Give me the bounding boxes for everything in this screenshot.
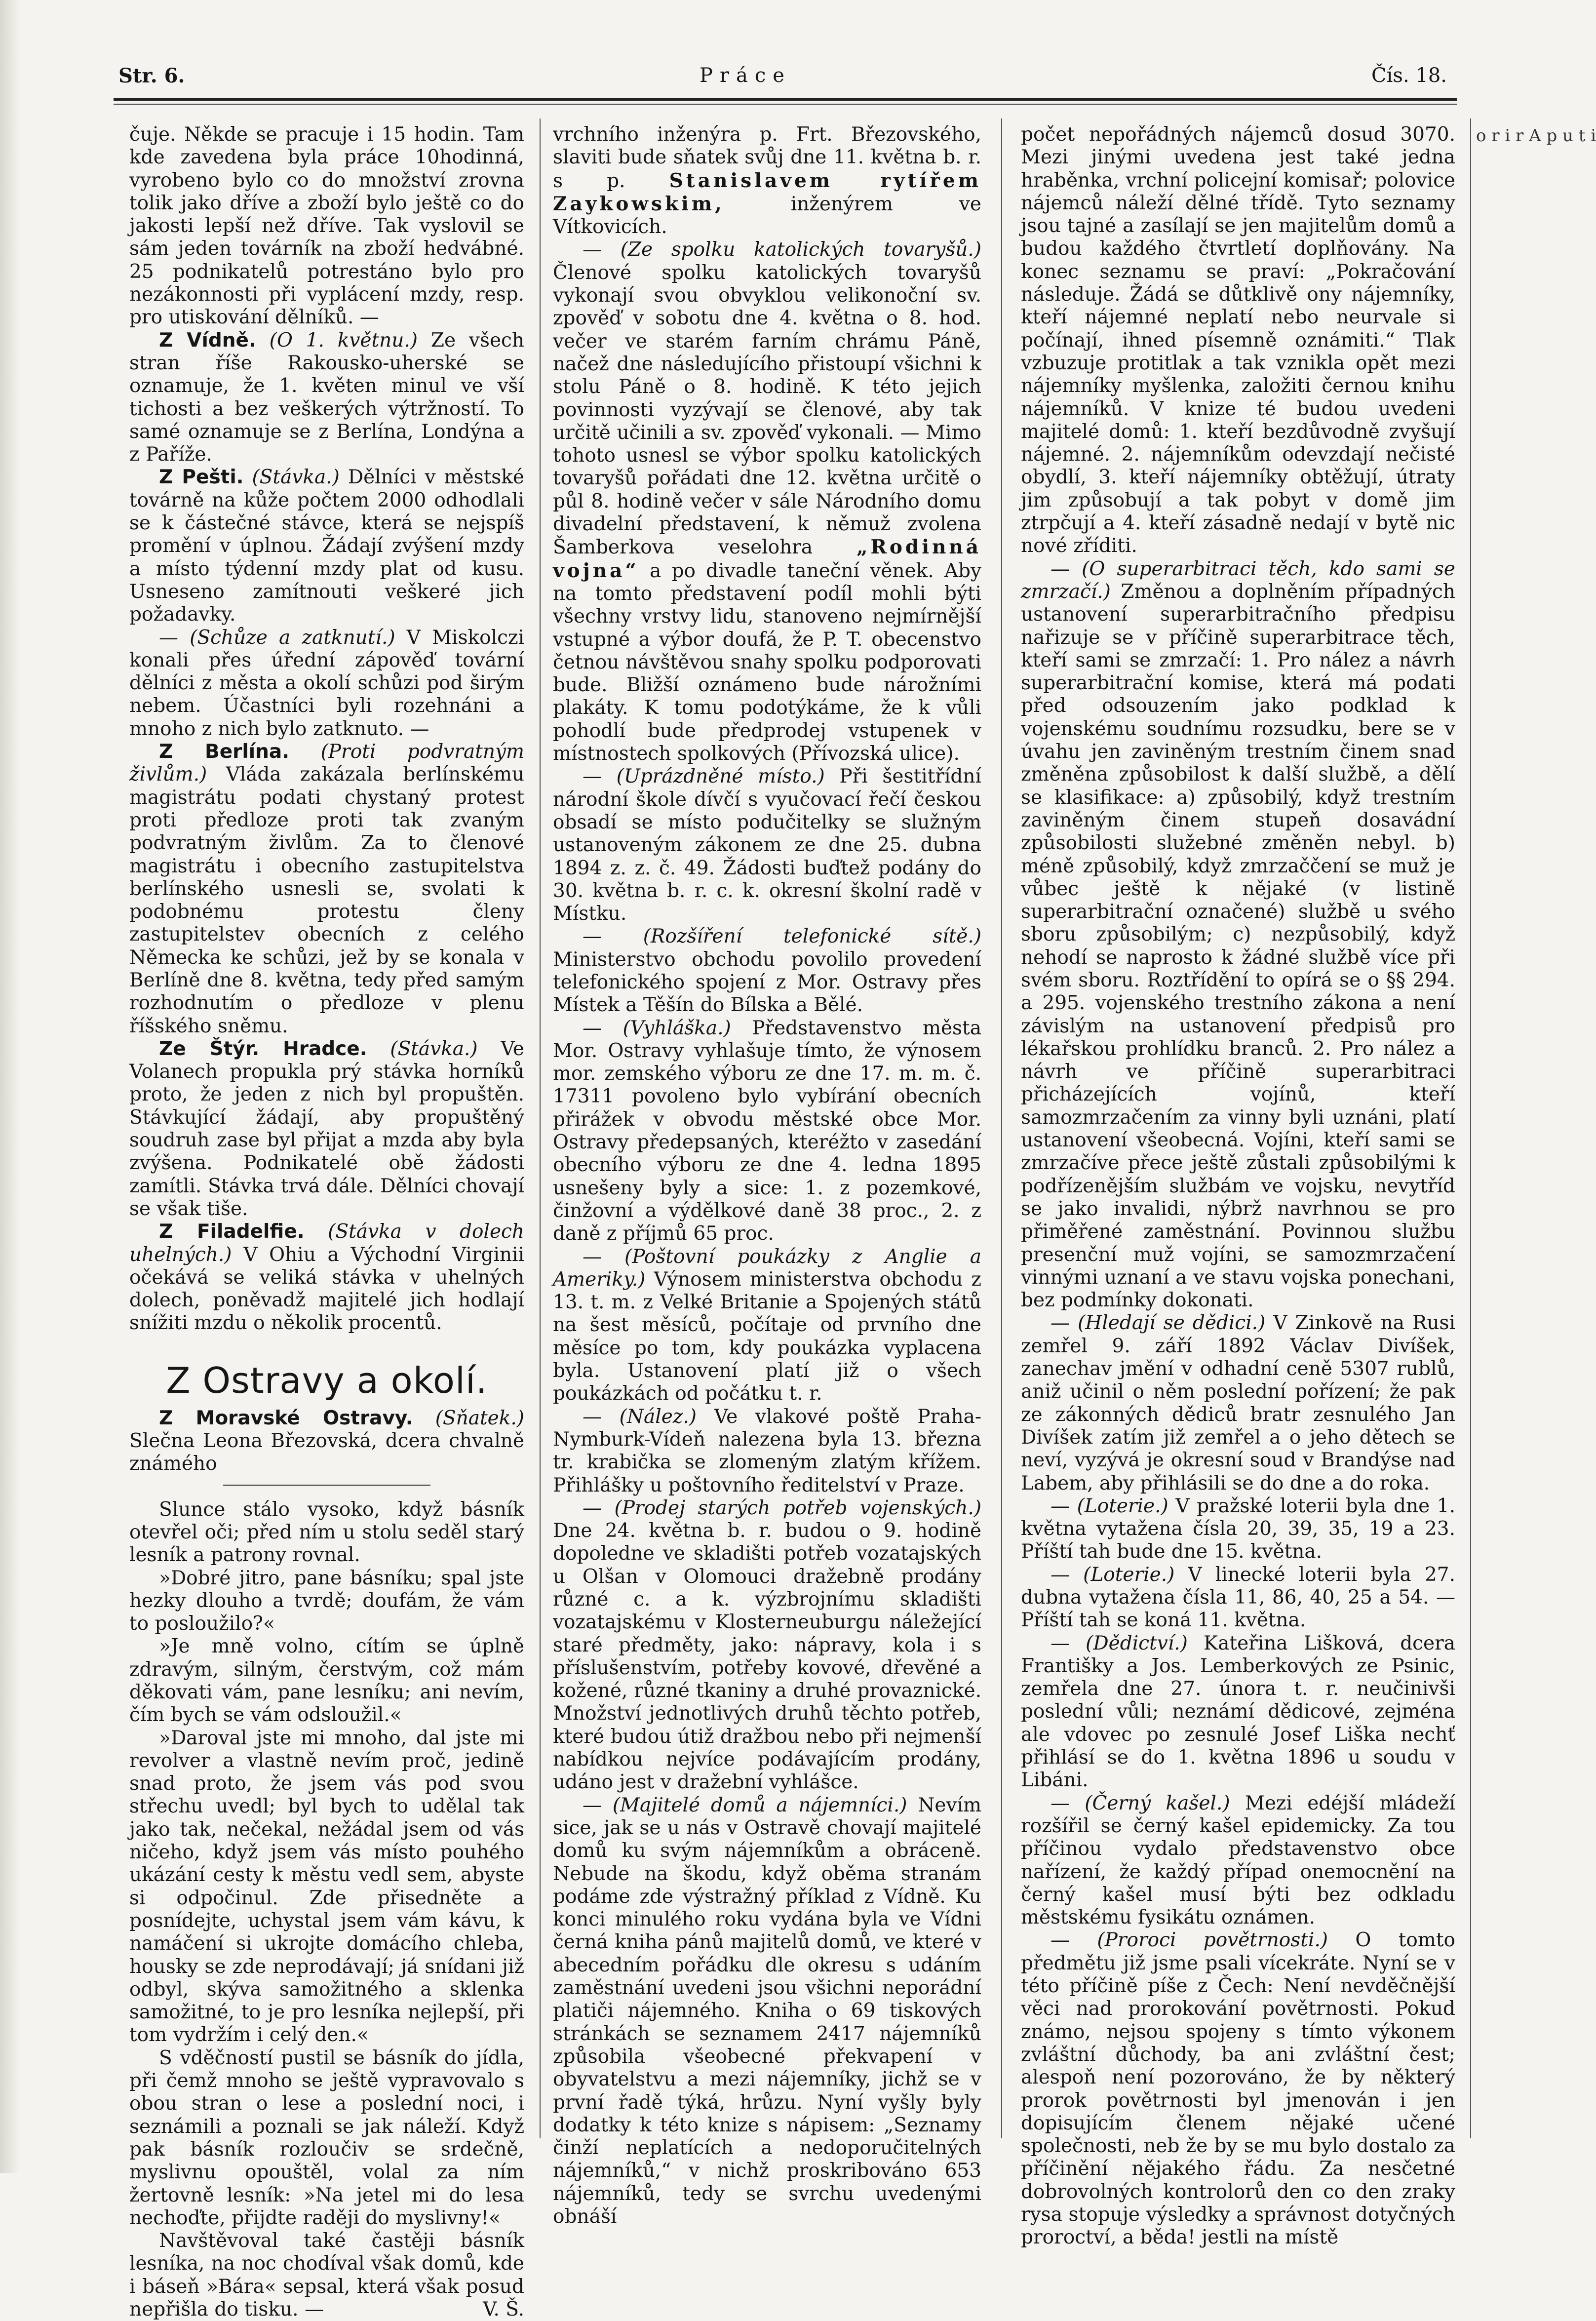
column-1 [129, 123, 525, 2321]
story-paragraph: Navštěvoval také častěji básník lesníka, na noc chodíval však domů, kde i báseň »Bára« sepsal, která však posud nepřišla do tisku. — V. Š. [129, 2230, 524, 2321]
news-item-spolek: — (Ze spolku katolických tovaryšů.) Členové spolku katolických tovaryšů vykonají svou obvyklou velikonoční sv. zpověď v sobotu dne 4. května o 8. hod. večer ve starém farním chrámu Páně, načež dne následujícího přistoupí všichni k stolu Páně o 8. hodině. K této jejich povinnosti vyzývají se členové, aby tak určitě učinili a sv. zpověď vykonali. — Mimo tohoto usnesl se výbor spolku katolických tovaryšů pořádati dne 12. května určitě o půl 8. hodině večer v sále Národního domu divadelní představení, k němuž zvolena Šamberkova veselohra „Rodinná vojna“ a po divadle taneční věnek. Aby na tomto představení podíl mohli býti všechny vrstvy lidu, stanoveno nejmírnější vstupné a výbor doufá, že P. T. obecenstvo četnou návštěvou snahy spolku podporovati bude. Bližší oznámeno bude nárožními plakáty. K tomu podotýkáme, že k vůli pohodlí bude předprodej vstupenek v místnostech spolkových (Přívozská ulice). [553, 238, 981, 765]
news-item-superarbitrace: — (O superarbitraci těch, kdo sami se zmrzačí.) Změnou a doplněním případných ustanovení superarbitračního předpisu nařizuje se v příčině superarbitrace těch, kteří sami se zmrzačí: 1. Pro nález a návrh superarbitrační komise, která má podati před odsouzením jako podklad k vojenskému soudnímu rozsudku, bere se v úvahu jen zaviněným trestním činem snad změněna způsobilost k další službě, a dělí se klasifikace: a) způsobilý, když trestním zaviněným činem stupeň dosavádní způsobilosti služebné změněn nebyl. b) méně způsobilý, když zmrzaččení se muž je vůbec ještě k nějaké (v listině superarbitrační označené) službě u svého sboru způsobilým; c) nezpůsobilý, když nehodí se naprosto k žádné službě více při svém sboru. Roztřídění to opírá se o §§ 294. a 295. vojenského trestního zákona a není závislým na ustanovení předpisů pro lékařskou prohlídku branců. 2. Pro nález a návrh ve příčině superarbitraci přicházejících vojínů, kteří samozmrzačením za vinny byli uznáni, platí ustanovení všeobecná. Vojíni, kteří sami se zmrzačíve přece ještě zůstali způsobilými k podřízenějším službám ve vojsku, nevytříd se jako invalidi, nýbrž navrhnou se pro přiměřené zaměstnání. Povinnou službu presenční muž vojíni, se samozmrzačení vinnými uznaní a ve stavu vojska ponechani, bez podmínky dokonati. [1021, 557, 1455, 1312]
story-signature: V. Š. [483, 2298, 524, 2321]
news-item-misto: — (Uprázdněné místo.) Při šestitřídní národní škole dívčí s vyučovací řečí českou obsadí se místo podučitelky se služným ustanoveným zákonem ze dne 25. dubna 1894 z. z. č. 49. Žádosti buďtež podány do 30. května b. r. c. k. okresní školní radě v Místku. [553, 765, 981, 925]
story-paragraph: »Je mně volno, cítím se úplně zdravým, silným, čerstvým, což mám děkovati vám, pane lesníku; ani nevím, čím bych se vám odsloužil.« [129, 1635, 524, 1727]
story-paragraph: »Daroval jste mi mnoho, dal jste mi revolver a vlastně nevím proč, jedině snad proto, že jsem vás pod svou střechu uvedl; byl bych to udělal tak jako tak, nečekal, nežádal jsem od vás ničeho, když jsem vás místo pouhého ukázání cesty k městu vedl sem, abyste si odpočinul. Zde přisedněte a posnídejte, uchystal jsem vám kávu, k namáčení si ukrojte domácího chleba, housky se zde neprodávají; já snídani již odbyl, skýva samožitného a sklenka samožitné, to je pro lesníka nejlepší, při tom vydržím i celý den.« [129, 1727, 524, 2046]
column-3 [1021, 123, 1455, 2249]
news-item-postovni: — (Poštovní poukázky z Anglie a Ameriky.) Výnosem ministerstva obchodu z 13. t. m. z Velké Britanie a Spojených států na šest měsíců, počítaje od prvního dne měsíce po tom, kdy poukázka vyplacena byla. Ustanovení platí již o všech poukázkách od počátku t. r. [553, 1245, 981, 1405]
news-item-vienna: Z Vídně. (O 1. květnu.) Ze všech stran říše Rakousko-uherské se oznamuje, že 1. květen minul ve vší tichosti a bez veškerých výtržností. To samé oznamuje se z Berlína, Londýna a z Paříže. [129, 329, 525, 466]
news-item-philadelphia: Z Filadelfie. (Stávka v dolech uhelných.) V Ohiu a Východní Virginii očekává se veliká stávka v uhelných dolech, poněvadž majitelé jich hodlají snížiti mzdu o několik procentů. [129, 1220, 524, 1335]
header-rule [114, 98, 1457, 101]
column-2 [553, 123, 982, 2228]
news-item-telefon: — (Rozšíření telefonické sítě.) Ministerstvo obchodu povolilo provedení telefonického spojení z Mor. Ostravy přes Místek a Těšín do Bílska a Bělé. [553, 925, 981, 1017]
article-continuation: počet nepořádných nájemců dosud 3070. Mezi jinými uvedena jest také jedna hraběnka, vrchní policejní komisař; polovice nájemců náleží dělné třídě. Tyto seznamy jsou tajné a zasílají se jen majitelům domů a budou každého čtvrtletí doplňovány. Na konec seznamu se praví: „Pokračování následuje. Žádá se důtklivě ony nájemníky, kteří nájemné neplatí nebo neurvale si počínají, ihned písemně oznámiti.“ Tlak vzbuzuje protitlak a tak vznikla opět mezi nájemníky myšlenka, založiti černou knihu nájemníků. V knize té budou uvedeni majitelé domů: 1. kteří bezdůvodně zvyšují nájemné. 2. nájemníkům odevzdají nečisté obydlí, 3. kteří nájemníky obtěžují, útraty jim způsobují a tak pobyt v domě jim ztrpčují a 4. kteří zásadně nedají v bytě nic nové zříditi. [1021, 123, 1455, 557]
news-item-kasel: — (Černý kašel.) Mezi edéjší mládeží rozšířil se černý kašel epidemicky. Za tou příčinou vydalo představenstvo obce nařízení, že každý případ onemocnění na černý kašel musí býti bez odkladu městskému fysikátu oznámen. [1021, 1792, 1455, 1929]
news-item-dedici: — (Hledají se dědici.) V Zinkově na Rusi zemřel 9. září 1892 Václav Divíšek, zanechav jmění v odhadní ceně 5307 rublů, aniž učinil o něm poslední pořízení; že pak ze zákonných dědiců bratr zesnulého Jan Divíšek zatím již zemřel a o jeho dětech se neví, vyzývá je okresní soud v Brandýse nad Labem, aby přihlásili se do dne a do roka. [1021, 1312, 1455, 1495]
news-item-pest: Z Pešti. (Stávka.) Dělníci v městské továrně na kůže počtem 2000 odhodlali se k částečné stávce, která se nejspíš promění v úplnou. Žádají zvýšení mzdy a místo týdenní mzdy plat od kusu. Usneseno zamítnouti veškeré jich požadavky. [129, 466, 524, 626]
news-item-majitele: — (Majitelé domů a nájemníci.) Nevím sice, jak se u nás v Ostravě chovají majitelé domů ku svým nájemníkům a obráceně. Nebude na škodu, když oběma stranám podáme zde výstražný příklad z Vídně. Ku konci minulého roku vydána byla ve Vídni černá kniha pánů majitelů domů, ve které v abecedním pořádku dle okresu s udáním zaměstnání uvedeni jsou všichni neporádní platiči nájemného. Kniha o 69 tiskových stránkách se seznamem 2417 nájemníků způsobila všeobecné překvapení v obyvatelstvu a mezi nájemníky, jichž se v první řadě týká, hrůzu. Nyní vyšly byly dodatky k této knize s nápisem: „Seznamy činží neplatících a nedoporučitelných nájemníků,“ v nichž proskribováno 653 nájemníků, tedy se svrchu uvedenými obnáší [553, 1794, 981, 2228]
masthead-title: Práce [700, 64, 791, 87]
column-divider [1001, 118, 1002, 2138]
news-item-nalez: — (Nález.) Ve vlakové poště Praha-Nymburk-Vídeň nalezena byla 13. března tr. krabička se zlomeným zlatým křížem. Přihlášky u poštovního ředitelství v Praze. [553, 1405, 982, 1496]
story-paragraph: »Dobré jitro, pane básníku; spal jste hezky dlouho a tvrdě; doufám, že vám to posloužilo?« [129, 1567, 524, 1635]
story-paragraph: Slunce stálo vysoko, když básník otevřel oči; před ním u stolu seděl starý lesník a patrony rovnal. [129, 1498, 524, 1567]
header-rule-thin [114, 104, 1457, 105]
section-title: Z Ostravy a okolí. [166, 1359, 488, 1401]
adjacent-page-edge-text: o r i r A p u t i [1476, 126, 1596, 146]
article-continuation: čuje. Někde se pracuje i 15 hodin. Tam kde zavedena byla práce 10hodinná, vyrobeno bylo co do množství zrovna tolik jako dříve a zboží bylo ještě co do jakosti lepší než dříve. Tak vyslovil se sám jeden továrník na zboží hedvábné. 25 podnikatelů potrestáno bylo pro nezákonnosti při vyplácení mzdy, resp. pro utiskování dělníků. — [129, 123, 524, 329]
news-item-moravska-ostrava: Z Moravské Ostravy. (Sňatek.) Slečna Leona Březovská, dcera chvalně známého [129, 1407, 524, 1475]
story-paragraph: S vděčností pustil se básník do jídla, při čemž mnoho se ještě vypravovalo s obou stran o lese a poslední noci, i seznámili a poznali se jak náleží. Když pak básník rozloučiv se srdečně, myslivnu opouštěl, volal za ním žertovně lesník: »Na jetel mi do lesa nechoďte, přijdte raději do myslivny!« [129, 2046, 524, 2229]
news-item-loterie: — (Loterie.) V pražské loterii byla dne 1. května vytažena čísla 20, 39, 35, 19 a 23. Příští tah bude dne 15. května. [1021, 1495, 1455, 1563]
news-item-loterie: — (Loterie.) V linecké loterii byla 27. dubna vytažena čísla 11, 86, 40, 25 a 54. — Příští tah se koná 11. května. [1021, 1563, 1455, 1632]
page-scan-edge [0, 0, 20, 2173]
news-item-berlin: Z Berlína. (Proti podvratným živlům.) Vláda zakázala berlínskému magistrátu podati chystaný protest proti předloze proti tak zvaným podvratným živlům. Za to členové magistrátu i obecního zastupitelstva berlínského usnesli se, svolati k podobnému protestu členy zastupitelstev obecních z celého Německa ke schůzi, jež by se konala v Berlíně dne 8. května, tedy před samým rozhodnutím o předloze v plenu říšského sněmu. [129, 741, 525, 1037]
news-item-vyhlaska: — (Vyhláška.) Představenstvo města Mor. Ostravy vyhlašuje tímto, že výnosem mor. zemského výboru ze dne 17. m. m. č. 17311 povoleno bylo vybírání obecních přirážek v obvodu městské obce Mor. Ostravy předepsaných, kteréžto v zasedání obecního výboru ze dne 4. ledna 1895 usnešeny byly a sice: 1. z pozemkové, činžovní a výdělkové daně 38 proc., 2. z daně z příjmů 65 proc. [553, 1017, 981, 1245]
story-divider [223, 1485, 430, 1486]
column-divider [1470, 118, 1471, 2138]
news-item-proroci: — (Proroci povětrnosti.) O tomto předmětu již jsme psali vícekráte. Nyní se v této příčině píše z Čech: Není nevděčnější věci nad prorokování povětrnosti. Pokud známo, nejsou spojeny s tímto výkonem zvláštní důchody, ba ani zvláštní čest; alespoň není pozorováno, že by některý prorok povětrnosti byl jmenován i jen dopisujícím členem nějaké učené společnosti, neb že by se mu bylo dostalo za příčinění nějakého řádu. Za nesčetné dobrovolných kontrolorů den co den zraky rysa stopuje výsledky a správnost dotyčných proroctví, a běda! jestli na místě [1021, 1929, 1455, 2249]
page-number: Str. 6. [118, 64, 185, 87]
news-item-dedictvi: — (Dědictví.) Kateřina Lišková, dcera Františky a Jos. Lemberkových ze Psinic, zemřela dne 27. února t. r. neučinivši poslední vůli; neznámí dědicové, zejména ale vdovec po zesnulé Josef Liška nechť přihlásí se do 1. května 1896 u soudu v Libáni. [1021, 1632, 1455, 1792]
column-divider [540, 118, 541, 2138]
issue-number: Čís. 18. [1371, 64, 1447, 87]
article-continuation: vrchního inženýra p. Frt. Březovského, slaviti bude sňatek svůj dne 11. května b. r. s p. Stanislavem rytířem Zaykowskim, inženýrem ve Vítkovicích. [553, 123, 981, 238]
news-item-miskolc: — (Schůze a zatknutí.) V Miskolczi konali přes úřední zápověď tovární dělníci z města a okolí schůzi pod širým nebem. Účastníci byli rozehnáni a mnoho z nich bylo zatknuto. — [129, 626, 524, 740]
news-item-prodej: — (Prodej starých potřeb vojenských.) Dne 24. května b. r. budou o 9. hodině dopoledne ve skladišti potřeb vozatajských u Olšan v Olomouci dražebně prodány různé c. a k. výzbrojnímu skladišti vozatajskému v Klosterneuburgu náležející staré předměty, jako: nápravy, kola i s příslušenstvím, potřeby kovové, dřevěné a kožené, různé tkaniny a druhé provaznické. Množství jednotlivých druhů těchto potřeb, které budou útiž dražbou nebo při nejmenší nabídkou nejvíce podávajícím prodány, udáno jest v dražební vyhlášce. [553, 1496, 981, 1794]
news-item-graz: Ze Štýr. Hradce. (Stávka.) Ve Volanech propukla prý stávka horníků proto, že jeden z nich byl propuštěn. Stávkující žádají, aby propuštěný soudruh zase byl přijat a mzda aby byla zvýšena. Podnikatelé obě žádosti zamítli. Stávka trvá dále. Dělníci chovají se však tiše. [129, 1037, 524, 1220]
